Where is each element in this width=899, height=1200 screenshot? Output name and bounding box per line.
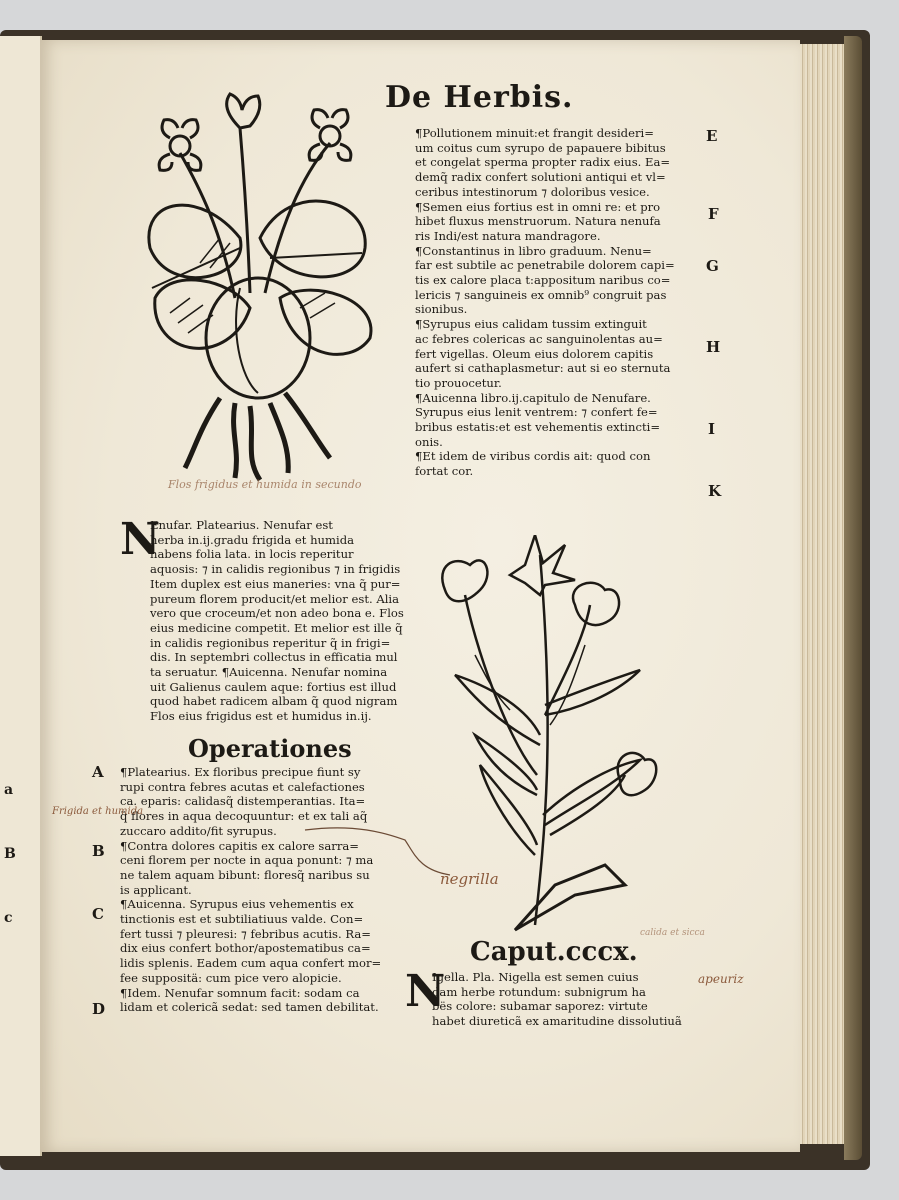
- margin-letter-e: E: [706, 127, 718, 145]
- text-line: dis. In septembri collectus in efficatia mul: [150, 650, 398, 665]
- text-line: bës colore: subamar saporez: virtute: [432, 999, 648, 1014]
- left-page-edge: [0, 36, 42, 1156]
- text-line: demq̃ radix confert solutioni antiqui et vl=: [415, 170, 666, 185]
- margin-letter-h: H: [706, 338, 721, 356]
- text-line: fert vigellas. Oleum eius dolorem capitis: [415, 346, 654, 361]
- text-line: et congelat sperma propter radix eius. Ea=: [415, 155, 671, 170]
- text-line: um coitus cum syrupo de papauere bibitus: [415, 140, 666, 155]
- text-line: vero que croceum/et non adeo bona e. Flos: [150, 606, 404, 621]
- text-line: lericis ⁊ sanguineis ex omnib⁹ congruit pas: [415, 287, 667, 302]
- left-column-intro-text: [150, 518, 404, 724]
- operationes-heading: Operationes: [188, 734, 352, 763]
- text-line: lidam et colericã sedat: sed tamen debilitat.: [120, 1000, 379, 1015]
- text-line: tio prouocetur.: [415, 375, 502, 390]
- margin-letter-k: K: [708, 482, 722, 500]
- text-line: ne talem aquam bibunt: floresq̃ naribus su: [120, 867, 370, 882]
- margin-letter-c: C: [92, 905, 104, 923]
- handwritten-margin-note: Frigida et humida: [52, 806, 144, 817]
- text-line: ¶Contra dolores capitis ex calore sarra=: [120, 838, 359, 853]
- text-line: sionibus.: [415, 302, 468, 317]
- text-line: ¶Syrupus eius calidam tussim extinguit: [415, 317, 647, 332]
- text-line: bribus estatis:et est vehementis extincti=: [415, 420, 661, 435]
- margin-letter-a: A: [92, 763, 104, 781]
- handwritten-faint-note: calida et sicca: [640, 928, 705, 938]
- text-line: habens folia lata. in locis reperitur: [150, 547, 354, 562]
- far-left-letter-b: B: [4, 846, 16, 862]
- nenufar-woodcut-illustration: [140, 88, 400, 488]
- text-line: ac febres colericas ac sanguinolentas au=: [415, 331, 663, 346]
- text-line: ¶Constantinus in libro graduum. Nenu=: [415, 243, 652, 258]
- text-line: aquosis: ⁊ in calidis regionibus ⁊ in frigidis: [150, 562, 401, 577]
- text-line: zuccaro addito/fit syrupus.: [120, 823, 277, 838]
- margin-letter-i: I: [708, 420, 716, 438]
- handwritten-nigella-note: negrilla: [440, 870, 499, 888]
- text-line: ca. eparis: calidasq̃ distemperantias. Ita=: [120, 794, 366, 809]
- text-line: uit Galienus caulem aque: fortius est illud: [150, 679, 397, 694]
- text-line: ceni florem per nocte in aqua ponunt: ⁊ ma: [120, 853, 374, 868]
- text-line: habet diureticã ex amaritudine dissolutiuã: [432, 1014, 682, 1029]
- text-line: ¶Idem. Nenufar somnum facit: sodam ca: [120, 985, 360, 1000]
- right-column-text: [415, 126, 675, 479]
- drop-cap-n: N: [120, 514, 161, 565]
- text-line: Item duplex est eius maneries: vna q̃ pur=: [150, 576, 401, 591]
- text-line: far est subtile ac penetrabile dolorem capi=: [415, 258, 675, 273]
- text-line: dix eius confert bothor/apostematibus ca=: [120, 941, 371, 956]
- text-line: fert tussi ⁊ pleuresi: ⁊ febribus acutis. Ra=: [120, 926, 371, 941]
- text-line: onis.: [415, 434, 443, 449]
- text-line: ¶Auicenna. Syrupus eius vehementis ex: [120, 897, 354, 912]
- far-left-letter-a: a: [4, 782, 14, 798]
- text-line: ceribus intestinorum ⁊ doloribus vesice.: [415, 184, 650, 199]
- margin-letter-d: D: [92, 1000, 106, 1018]
- handwritten-note-under-figure: Flos frigidus et humida in secundo: [168, 478, 362, 491]
- text-line: quod habet radicem albam q̃ quod nigram: [150, 694, 398, 709]
- page-title: De Herbis.: [385, 80, 574, 115]
- cover-edge: [844, 36, 862, 1160]
- text-line: rupi contra febres acutas et calefactiones: [120, 779, 365, 794]
- chapter-text: [432, 970, 682, 1029]
- text-line: Enufar. Platearius. Nenufar est: [150, 518, 333, 532]
- text-line: herba in.ij.gradu frigida et humida: [150, 532, 355, 547]
- text-line: Flos eius frigidus est et humidus in.ij.: [150, 709, 372, 724]
- text-line: lidis splenis. Eadem cum aqua confert mor=: [120, 956, 382, 971]
- margin-letter-f: F: [708, 205, 719, 223]
- chapter-drop-cap: N: [405, 966, 446, 1017]
- text-line: ¶Pollutionem minuit:et frangit desideri=: [415, 126, 654, 140]
- text-line: ris Indi/est natura mandragore.: [415, 228, 601, 243]
- margin-letter-b: B: [92, 842, 105, 860]
- text-line: ¶Platearius. Ex floribus precipue fiunt sy: [120, 765, 361, 779]
- text-line: pureum florem producit/et melior est. Alia: [150, 591, 400, 606]
- text-line: q̃ flores in aqua decoquuntur: et ex tali aq̃: [120, 809, 368, 824]
- text-line: dam herbe rotundum: subnigrum ha: [432, 984, 646, 999]
- text-line: in calidis regionibus reperitur q̃ in frigi=: [150, 635, 391, 650]
- text-line: fee suppositä: cum pice vero alopicie.: [120, 970, 342, 985]
- text-line: tis ex calore placa t:appositum naribus co=: [415, 273, 671, 288]
- left-column-operations-text: [120, 765, 381, 1015]
- text-line: ¶Auicenna libro.ij.capitulo de Nenufare.: [415, 390, 651, 405]
- text-line: tinctionis est et subtiliatiuus valde. Con=: [120, 912, 364, 927]
- handwritten-right-note: apeuriz: [698, 972, 744, 986]
- text-line: is applicant.: [120, 882, 192, 897]
- text-line: ¶Et idem de viribus cordis ait: quod con: [415, 449, 651, 464]
- margin-letter-g: G: [706, 257, 719, 275]
- far-left-letter-c: c: [4, 910, 13, 926]
- text-line: hibet fluxus menstruorum. Natura nenufa: [415, 214, 661, 229]
- text-line: Igella. Pla. Nigella est semen cuius: [432, 970, 639, 984]
- text-line: ¶Semen eius fortius est in omni re: et pro: [415, 199, 661, 214]
- text-line: eius medicine competit. Et melior est ille q̃: [150, 620, 403, 635]
- text-line: fortat cor.: [415, 464, 474, 479]
- chapter-heading: Caput.cccx.: [470, 937, 638, 967]
- text-line: ta seruatur. ¶Auicenna. Nenufar nomina: [150, 665, 388, 680]
- text-line: Syrupus eius lenit ventrem: ⁊ confert fe=: [415, 405, 658, 420]
- text-line: aufert si cathaplasmetur: aut si eo sternuta: [415, 361, 671, 376]
